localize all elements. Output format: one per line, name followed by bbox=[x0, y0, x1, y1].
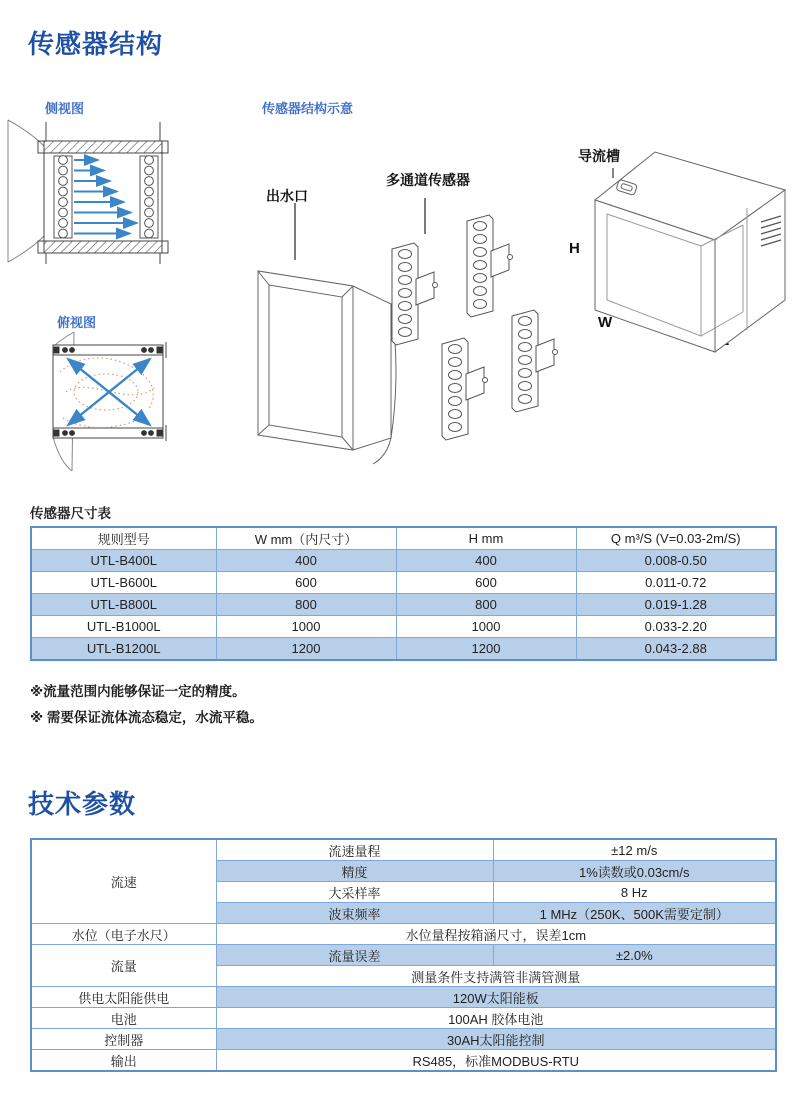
table-cell: 600 bbox=[396, 572, 576, 594]
note-flow-stability: ※ 需要保证流体流态稳定，水流平稳。 bbox=[30, 710, 263, 725]
table-cell: RS485，标准MODBUS-RTU bbox=[216, 1050, 776, 1072]
table-cell: 0.011-0.72 bbox=[576, 572, 776, 594]
dimension-table-title: 传感器尺寸表 bbox=[30, 506, 111, 521]
sensor-strip bbox=[392, 243, 438, 345]
table-cell: 30AH太阳能控制 bbox=[216, 1029, 776, 1050]
outlet-frame-drawing bbox=[258, 271, 396, 464]
multichannel-sensor-label: 多通道传感器 bbox=[386, 172, 470, 188]
table-row bbox=[31, 1008, 776, 1029]
top-view-label: 俯视图 bbox=[57, 315, 97, 330]
table-cell: 精度 bbox=[216, 861, 493, 882]
section-title-structure: 传感器结构 bbox=[28, 29, 164, 59]
table-header-row bbox=[31, 527, 776, 550]
sensor-column-right bbox=[140, 156, 158, 238]
table-cell: UTL-B800L bbox=[31, 594, 216, 616]
table-cell: 1200 bbox=[216, 638, 396, 661]
table-cell: ±12 m/s bbox=[493, 839, 776, 861]
table-cell: H mm bbox=[396, 527, 576, 550]
table-cell: Q m³/S (V=0.03-2m/S) bbox=[576, 527, 776, 550]
table-cell: 波束频率 bbox=[216, 903, 493, 924]
table-cell: 规则型号 bbox=[31, 527, 216, 550]
table-cell: UTL-B600L bbox=[31, 572, 216, 594]
dimension-w-label: W bbox=[598, 314, 613, 331]
table-row bbox=[31, 945, 776, 966]
table-row bbox=[31, 550, 776, 572]
table-cell: 1%读数或0.03cm/s bbox=[493, 861, 776, 882]
table-cell: 水位量程按箱涵尺寸，误差1cm bbox=[216, 924, 776, 945]
sensor-strip bbox=[467, 215, 513, 317]
sensor-strip bbox=[512, 310, 558, 412]
tech-params-table bbox=[30, 838, 777, 1072]
table-cell: 流速 bbox=[31, 839, 216, 924]
table-cell: 400 bbox=[216, 550, 396, 572]
table-cell: ±2.0% bbox=[493, 945, 776, 966]
dimension-h-label: H bbox=[569, 240, 580, 257]
table-cell: 1000 bbox=[396, 616, 576, 638]
table-row bbox=[31, 839, 776, 861]
table-row bbox=[31, 638, 776, 661]
table-cell: 1000 bbox=[216, 616, 396, 638]
table-row bbox=[31, 987, 776, 1008]
note-flow-range: ※流量范围内能够保证一定的精度。 bbox=[30, 684, 246, 699]
table-cell: 输出 bbox=[31, 1050, 216, 1072]
sensor-column-left bbox=[54, 156, 72, 238]
table-row bbox=[31, 594, 776, 616]
table-cell: 0.008-0.50 bbox=[576, 550, 776, 572]
table-cell: 流速量程 bbox=[216, 839, 493, 861]
table-cell: 1 MHz（250K、500K需要定制） bbox=[493, 903, 776, 924]
side-view-label: 侧视图 bbox=[45, 101, 85, 116]
outlet-label: 出水口 bbox=[266, 188, 308, 204]
schematic-label: 传感器结构示意 bbox=[262, 101, 354, 116]
side-view-diagram bbox=[2, 116, 192, 268]
table-cell: 测量条件支持满管非满管测量 bbox=[216, 966, 776, 987]
top-view-diagram bbox=[8, 330, 193, 475]
table-cell: 8 Hz bbox=[493, 882, 776, 903]
table-cell: 400 bbox=[396, 550, 576, 572]
table-row bbox=[31, 572, 776, 594]
table-cell: 0.033-2.20 bbox=[576, 616, 776, 638]
table-cell: 600 bbox=[216, 572, 396, 594]
table-cell: UTL-B400L bbox=[31, 550, 216, 572]
dimension-table bbox=[30, 526, 777, 661]
table-row bbox=[31, 1029, 776, 1050]
table-cell: 800 bbox=[216, 594, 396, 616]
table-cell: UTL-B1000L bbox=[31, 616, 216, 638]
table-row bbox=[31, 924, 776, 945]
table-cell: 流量 bbox=[31, 945, 216, 987]
table-cell: W mm（内尺寸） bbox=[216, 527, 396, 550]
section-title-parameters: 技术参数 bbox=[28, 789, 137, 819]
table-cell: 控制器 bbox=[31, 1029, 216, 1050]
guide-channel-label: 导流槽 bbox=[578, 148, 620, 164]
table-cell: 大采样率 bbox=[216, 882, 493, 903]
table-cell: 流量误差 bbox=[216, 945, 493, 966]
table-cell: 供电太阳能供电 bbox=[31, 987, 216, 1008]
table-row bbox=[31, 1050, 776, 1072]
sensor-strip bbox=[442, 338, 488, 440]
table-cell: 1200 bbox=[396, 638, 576, 661]
table-cell: UTL-B1200L bbox=[31, 638, 216, 661]
table-cell: 0.019-1.28 bbox=[576, 594, 776, 616]
table-cell: 水位（电子水尺） bbox=[31, 924, 216, 945]
table-cell: 电池 bbox=[31, 1008, 216, 1029]
table-cell: 120W太阳能板 bbox=[216, 987, 776, 1008]
table-cell: 100AH 胶体电池 bbox=[216, 1008, 776, 1029]
table-cell: 800 bbox=[396, 594, 576, 616]
table-row bbox=[31, 616, 776, 638]
guide-channel-box-diagram bbox=[575, 140, 797, 355]
table-cell: 0.043-2.88 bbox=[576, 638, 776, 661]
schematic-diagram bbox=[245, 198, 570, 476]
